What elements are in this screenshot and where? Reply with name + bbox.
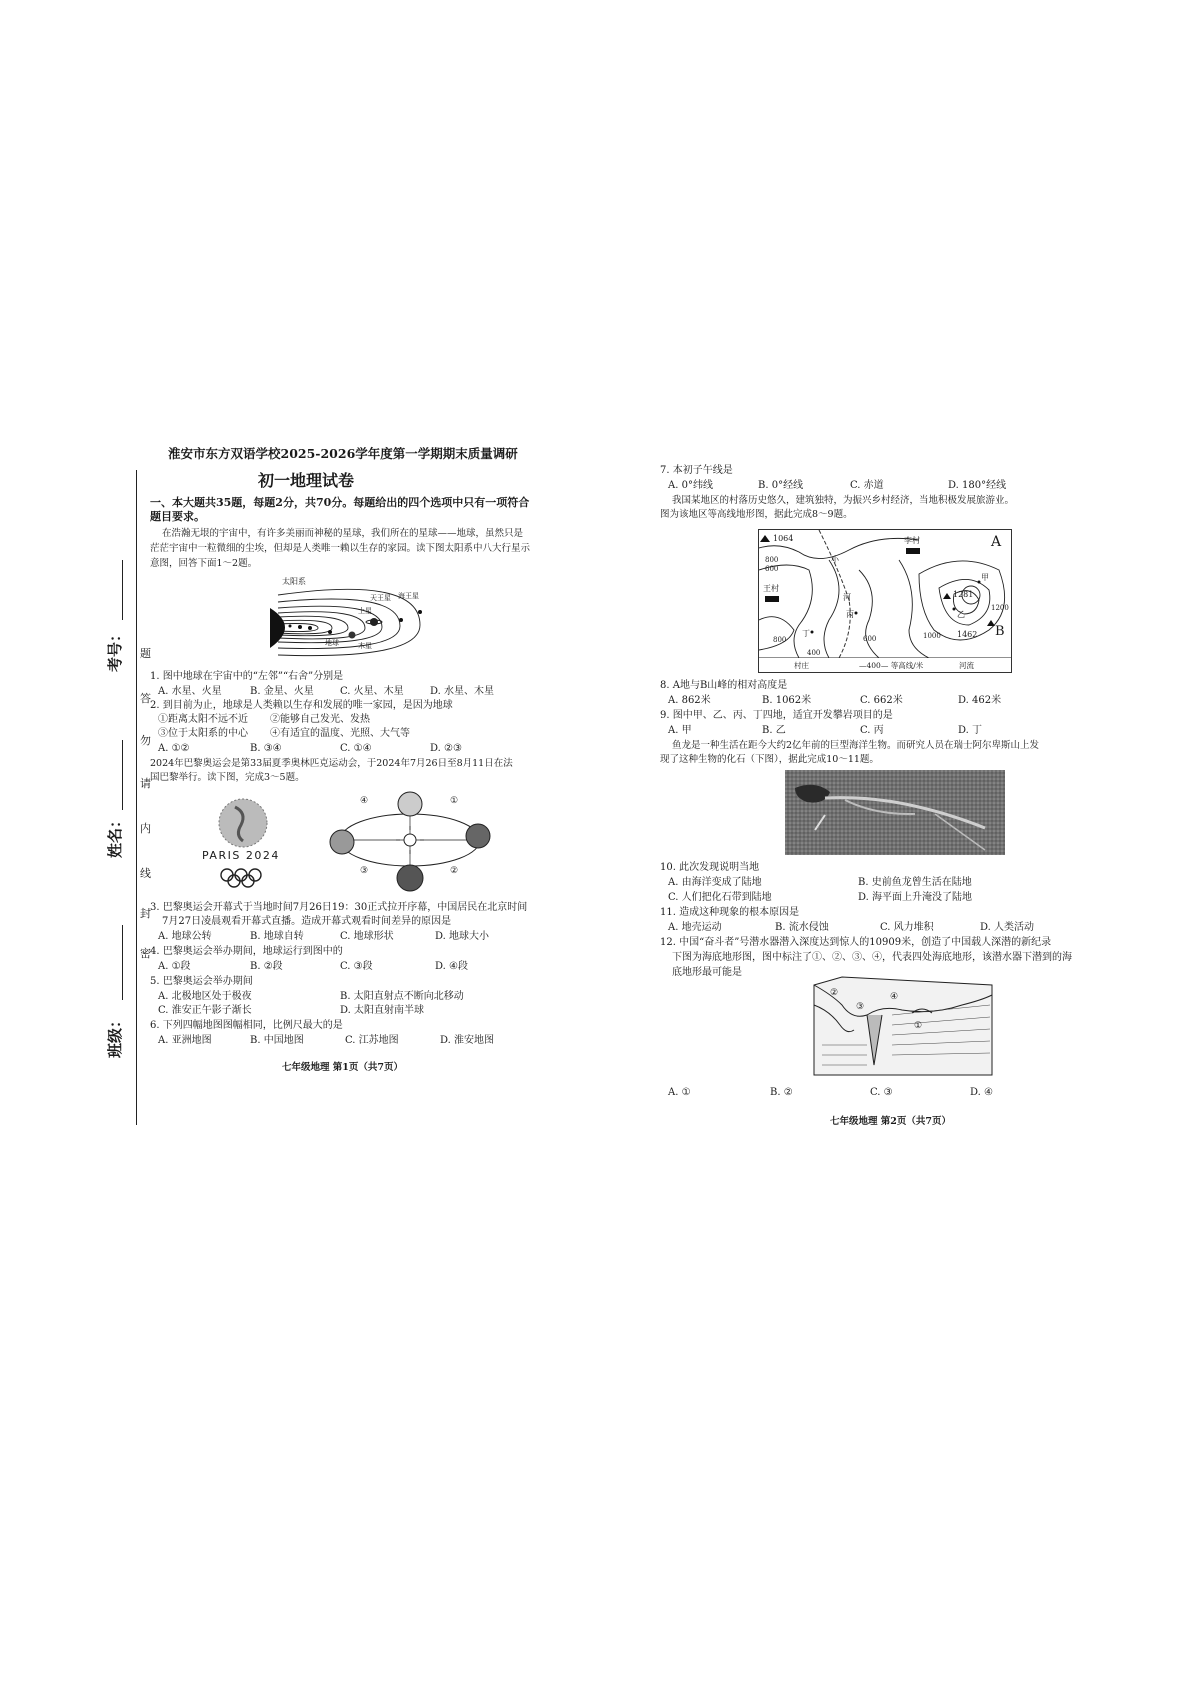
option-2c[interactable]: C. ①④ (340, 743, 372, 754)
student-name-label: 姓名： (106, 812, 124, 858)
option-5c[interactable]: C. 淮安正午影子渐长 (158, 1005, 252, 1016)
point-yi-label: 乙 (957, 610, 965, 619)
village-label: 王村 (763, 584, 779, 593)
point-ding-label: 丁 (802, 629, 810, 638)
question-stem: 10. 此次发现说明当地 (660, 862, 760, 873)
student-number-field[interactable] (122, 560, 123, 620)
option-7c[interactable]: C. 赤道 (850, 480, 884, 491)
student-name-field[interactable] (122, 740, 123, 810)
river-label: 小 (831, 555, 839, 564)
question-stem: 3. 巴黎奥运会开幕式于当地时间7月26日19：30正式拉开序幕，中国居民在北京时间 (150, 902, 528, 913)
contour-value: 1200 (991, 604, 1009, 612)
contour-map (758, 529, 1012, 673)
option-10a[interactable]: A. 由海洋变成了陆地 (668, 877, 762, 888)
passage-text: 意图，回答下面1～2题。 (150, 558, 258, 569)
seal-char: 线 (140, 867, 151, 880)
question-stem: 8. A地与B山峰的相对高度是 (660, 680, 788, 691)
option-11a[interactable]: A. 地壳运动 (668, 922, 722, 933)
planet-label: 海王星 (398, 592, 419, 600)
option-9a[interactable]: A. 甲 (668, 725, 692, 736)
option-4b[interactable]: B. ②段 (250, 961, 283, 972)
option-5d[interactable]: D. 太阳直射南半球 (340, 1005, 425, 1016)
contour-value: 800 (773, 636, 787, 644)
legend-item: 村庄 (794, 661, 809, 670)
question-stem: 5. 巴黎奥运会举办期间 (150, 976, 253, 987)
terrain-marker: ② (830, 988, 839, 998)
contour-value: 800 (765, 556, 779, 564)
option-5a[interactable]: A. 北极地区处于极夜 (158, 991, 252, 1002)
contour-value: 600 (863, 635, 877, 643)
option-10b[interactable]: B. 史前鱼龙曾生活在陆地 (858, 877, 972, 888)
option-9b[interactable]: B. 乙 (762, 725, 786, 736)
option-7d[interactable]: D. 180°经线 (948, 480, 1007, 491)
exam-title: 初一地理试卷 (258, 471, 355, 490)
option-8d[interactable]: D. 462米 (958, 695, 1002, 706)
terrain-marker: ④ (890, 992, 899, 1002)
question-stem: 1. 图中地球在宇宙中的“左邻”“右舍”分别是 (150, 671, 344, 682)
page-footer: 七年级地理 第1页（共7页） (282, 1062, 404, 1073)
class-label: 班级： (106, 1012, 124, 1058)
river-label: 河 (843, 593, 851, 602)
option-12a[interactable]: A. ① (668, 1087, 691, 1098)
option-4a[interactable]: A. ①段 (158, 961, 191, 972)
question-stem: 9. 图中甲、乙、丙、丁四地，适宜开发攀岩项目的是 (660, 710, 893, 721)
school-title: 淮安市东方双语学校2025-2026学年度第一学期期末质量调研 (168, 446, 518, 461)
seafloor-terrain-diagram (812, 975, 997, 1080)
point-jia-label: 甲 (981, 573, 989, 582)
option-9d[interactable]: D. 丁 (958, 725, 983, 736)
passage-text: 2024年巴黎奥运会是第33届夏季奥林匹克运动会，于2024年7月26日至8月11日在法 (150, 758, 513, 769)
option-7a[interactable]: A. 0°纬线 (668, 480, 713, 491)
option-1b[interactable]: B. 金星、火星 (250, 686, 314, 697)
page-footer: 七年级地理 第2页（共7页） (830, 1116, 952, 1127)
orbit-label: ① (450, 796, 459, 806)
option-7b[interactable]: B. 0°经线 (758, 480, 804, 491)
legend-item: 河流 (959, 661, 974, 670)
point-a-label: A (991, 534, 1002, 550)
section-heading: 一、本大题共35题，每题2分，共70分。每题给出的四个选项中只有一项符合 (150, 496, 530, 509)
question-stem: 下图为海底地形图，图中标注了①、②、③、④，代表四处海底地形，该潜水器下潜到的海 (672, 952, 1072, 963)
legend-item: —400— 等高线/米 (859, 661, 924, 670)
paris-2024-logo (202, 795, 285, 895)
point-bing-label: 丙 (846, 610, 854, 619)
option-3d[interactable]: D. 地球大小 (435, 931, 490, 942)
question-stem: 12. 中国“奋斗者”号潜水器潜入深度达到惊人的10909米，创造了中国载人深潜的新纪录 (660, 937, 1052, 948)
seal-char: 题 (140, 647, 151, 660)
option-4c[interactable]: C. ③段 (340, 961, 373, 972)
option-3a[interactable]: A. 地球公转 (158, 931, 212, 942)
option-12b[interactable]: B. ② (770, 1087, 793, 1098)
planet-label: 天王星 (370, 594, 391, 602)
planet-label: 土星 (358, 607, 372, 615)
ichthyosaur-fossil-photo (785, 770, 1005, 855)
passage-text: 茫茫宇宙中一粒微细的尘埃，但却是人类唯一赖以生存的家园。读下图太阳系中八大行星示 (150, 543, 531, 554)
student-number-label: 考号： (106, 626, 124, 672)
class-field[interactable] (122, 925, 123, 1000)
question-stem: 7月27日凌晨观看开幕式直播。造成开幕式观看时间差异的原因是 (162, 916, 452, 927)
option-11b[interactable]: B. 流水侵蚀 (775, 922, 829, 933)
orbit-label: ④ (360, 796, 369, 806)
option-12c[interactable]: C. ③ (870, 1087, 893, 1098)
option-8a[interactable]: A. 862米 (668, 695, 711, 706)
paris-logo-text: PARIS 2024 (202, 849, 280, 862)
contour-value: 600 (765, 565, 779, 573)
terrain-marker: ③ (856, 1002, 865, 1012)
option-6d[interactable]: D. 淮安地图 (440, 1035, 495, 1046)
seal-char: 封 (140, 907, 151, 920)
question-stem: 6. 下列四幅地图图幅相同，比例尺最大的是 (150, 1020, 343, 1031)
option-10d[interactable]: D. 海平面上升淹没了陆地 (858, 892, 973, 903)
option-12d[interactable]: D. ④ (970, 1087, 993, 1098)
solar-system-label: 太阳系 (282, 577, 306, 586)
question-stem: 7. 本初子午线是 (660, 465, 733, 476)
seal-char: 密 (140, 947, 151, 960)
option-3c[interactable]: C. 地球形状 (340, 931, 394, 942)
terrain-marker: ① (914, 1021, 923, 1031)
option-9c[interactable]: C. 丙 (860, 725, 884, 736)
seal-char: 请 (140, 777, 151, 790)
option-6a[interactable]: A. 亚洲地图 (158, 1035, 212, 1046)
passage-text: 我国某地区的村落历史悠久，建筑独特，为振兴乡村经济，当地积极发展旅游业。 (672, 495, 1015, 506)
question-stem: 4. 巴黎奥运会举办期间，地球运行到图中的 (150, 946, 343, 957)
planet-label: 地球 (325, 639, 339, 647)
passage-text: 国巴黎举行。读下图，完成3～5题。 (150, 772, 305, 783)
orbit-label: ③ (360, 866, 369, 876)
option-1a[interactable]: A. 水星、火星 (158, 686, 222, 697)
statement-item: ③位于太阳系的中心 (158, 728, 248, 739)
question-stem: 2. 到目前为止，地球是人类赖以生存和发展的唯一家园，是因为地球 (150, 700, 453, 711)
statement-item: ①距离太阳不远不近 (158, 714, 248, 725)
option-5b[interactable]: B. 太阳直射点不断向北移动 (340, 991, 464, 1002)
passage-text: 图为该地区等高线地形图，据此完成8～9题。 (660, 509, 853, 520)
statement-item: ④有适宜的温度、光照、大气等 (270, 728, 410, 739)
peak-elevation: 1064 (773, 534, 794, 543)
seal-char: 答 (140, 692, 151, 705)
contour-value: 1000 (923, 632, 941, 640)
section-heading: 题目要求。 (150, 510, 205, 523)
option-3b[interactable]: B. 地球自转 (250, 931, 304, 942)
option-6b[interactable]: B. 中国地图 (250, 1035, 304, 1046)
option-1c[interactable]: C. 火星、木星 (340, 686, 404, 697)
option-8b[interactable]: B. 1062米 (762, 695, 812, 706)
passage-text: 现了这种生物的化石（下图），据此完成10～11题。 (660, 754, 879, 765)
option-11d[interactable]: D. 人类活动 (980, 922, 1035, 933)
option-4d[interactable]: D. ④段 (435, 961, 468, 972)
option-10c[interactable]: C. 人们把化石带到陆地 (668, 892, 772, 903)
option-2b[interactable]: B. ③④ (250, 743, 282, 754)
option-1d[interactable]: D. 水星、木星 (430, 686, 495, 697)
village-label: 李村 (904, 536, 920, 545)
seal-line (136, 470, 137, 1125)
contour-value: 400 (807, 649, 821, 657)
option-11c[interactable]: C. 风力堆积 (880, 922, 934, 933)
passage-text: 鱼龙是一种生活在距今大约2亿年前的巨型海洋生物。而研究人员在瑞士阿尔卑斯山上发 (672, 740, 1040, 751)
option-6c[interactable]: C. 江苏地图 (345, 1035, 399, 1046)
peak-elevation: 1281 (953, 590, 974, 599)
point-b-label: B (995, 624, 1005, 639)
option-2a[interactable]: A. ①② (158, 743, 190, 754)
planet-label: 木星 (358, 642, 372, 650)
question-stem: 11. 造成这种现象的根本原因是 (660, 907, 800, 918)
peak-elevation: 1462 (957, 630, 978, 639)
seal-char: 勿 (140, 734, 151, 747)
statement-item: ②能够自己发光、发热 (270, 714, 370, 725)
passage-text: 在浩瀚无垠的宇宙中，有许多美丽而神秘的星球，我们所在的星球——地球，虽然只是 (162, 528, 524, 539)
earth-orbit-diagram (320, 790, 500, 895)
solar-system-diagram (270, 577, 430, 660)
question-stem: 底地形最可能是 (672, 967, 742, 978)
option-8c[interactable]: C. 662米 (860, 695, 903, 706)
option-2d[interactable]: D. ②③ (430, 743, 462, 754)
seal-char: 内 (140, 822, 151, 835)
orbit-label: ② (450, 866, 459, 876)
